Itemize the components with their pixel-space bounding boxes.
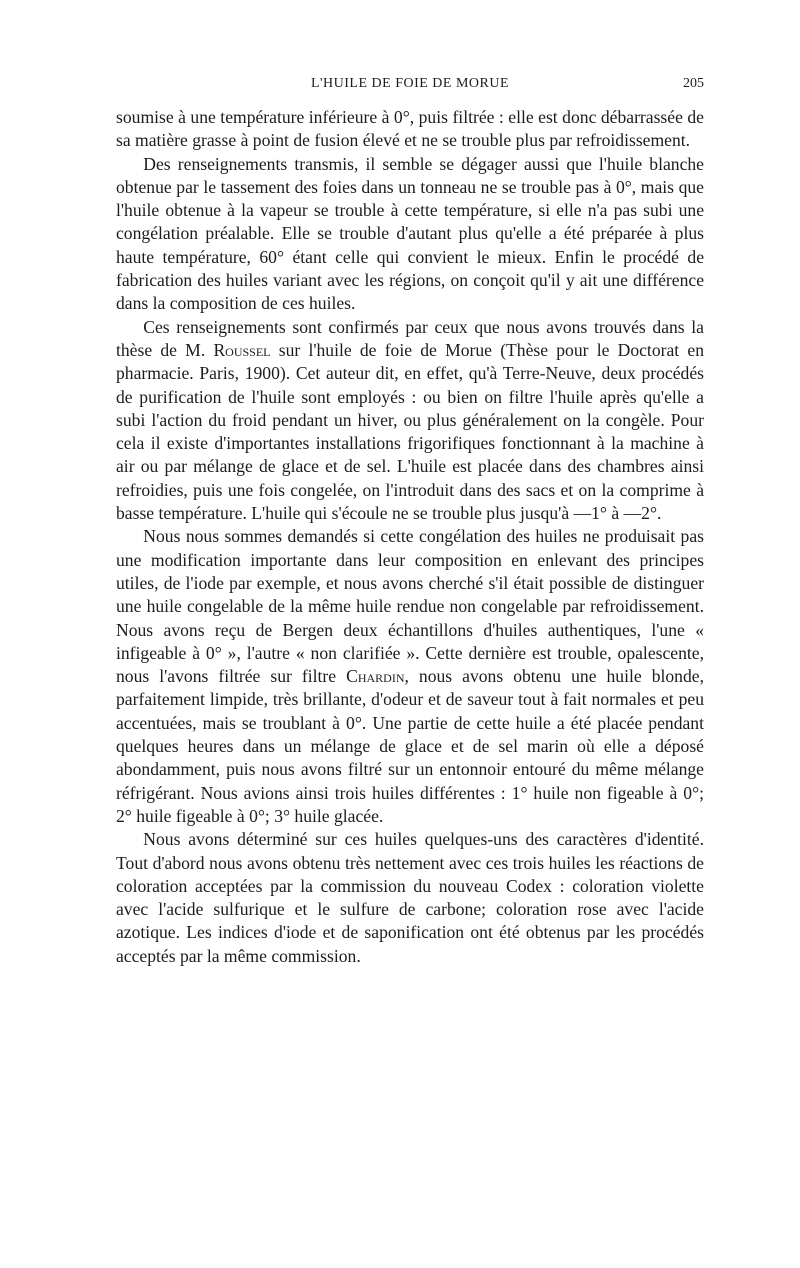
page-header	[116, 76, 704, 98]
name-chardin: Chardin	[346, 666, 405, 687]
paragraph-2: Des renseignements transmis, il semble se dégager aussi que l'huile blanche obtenue par le tassement des foies dans un tonneau ne se trouble pas à 0°, mais que l'huile obtenue à la vapeur se trouble à cette température, si elle n'a pas subi une congélation préalable. Elle se trouble d'autant plus qu'elle a été préparée à plus haute température, 60° étant celle qui convient le mieux. Enfin le procédé de fabrication des huiles variant avec les régions, on conçoit qu'il y ait une différence dans la composition de ces huiles.	[116, 153, 704, 314]
author-name-roussel: Roussel	[213, 339, 271, 360]
paragraph-3	[116, 316, 704, 526]
page-number: 205	[683, 76, 704, 91]
paragraph-5: Nous avons déterminé sur ces huiles quelques-uns des caractères d'identité. Tout d'abord nous avons obtenu très nettement avec ces trois huiles les réactions de coloration acceptées par la commission du nouveau Codex : coloration violette avec l'acide sulfurique et le sulfure de carbone; coloration rose avec l'acide azotique. Les indices d'iode et de saponification ont été obtenus par les procédés acceptés par la même commission.	[116, 829, 704, 966]
paragraph-3-text-a: Ces renseignements sont confirmés par ceux que nous avons trouvés dans la thèse de M.	[116, 316, 704, 360]
body-text	[116, 106, 704, 968]
paragraph-4-text-a: Nous nous sommes demandés si cette congélation des huiles ne produisait pas une modification importante dans leur composition en enlevant des principes utiles, de l'iode par exemple, et nous avons cherché s'il était possible de distinguer une huile congelable de la même huile rendue non congelable par refroidissement. Nous avons reçu de Bergen deux échantillons d'huiles authentiques, l'une « infigeable à 0° », l'autre « non clarifiée ». Cette dernière est trouble, opalescente, nous l'avons filtrée sur filtre	[116, 526, 704, 687]
paragraph-4-text-b: , nous avons obtenu une huile blonde, parfaitement limpide, très brillante, d'odeur et de saveur tout à fait normales et peu accentuées, mais se troublant à 0°. Une partie de cette huile a été placée pendant quelques heures dans un mélange de glace et de sel marin où elle a déposé abondamment, puis nous avons filtré sur un entonnoir entouré du même mélange réfrigérant. Nous avions ainsi trois huiles différentes : 1° huile non figeable à 0°; 2° huile figeable à 0°; 3° huile glacée.	[116, 666, 704, 826]
paragraph-3-text-b: sur l'huile de foie de Morue (Thèse pour le Doctorat en pharmacie. Paris, 1900). Cet auteur dit, en effet, qu'à Terre-Neuve, deux procédés de purification de l'huile sont employés : ou bien on filtre l'huile après qu'elle a subi l'action du froid pendant un hiver, ou plus généralement on la congèle. Pour cela il existe d'importantes installations frigorifiques fonctionnant à la machine à air ou par mélange de glace et de sel. L'huile est placée dans des chambres ainsi refroidies, puis une fois congelée, on l'introduit dans des sacs et on la comprime à basse température. L'huile qui s'écoule ne se trouble plus jusqu'à —1° à —2°.	[116, 339, 704, 524]
paragraph-1: soumise à une température inférieure à 0°, puis filtrée : elle est donc débarrassée de sa matière grasse à point de fusion élevé et ne se trouble plus par refroidissement.	[116, 107, 704, 151]
running-title: L'HUILE DE FOIE DE MORUE	[310, 76, 510, 91]
paragraph-4	[116, 525, 704, 828]
